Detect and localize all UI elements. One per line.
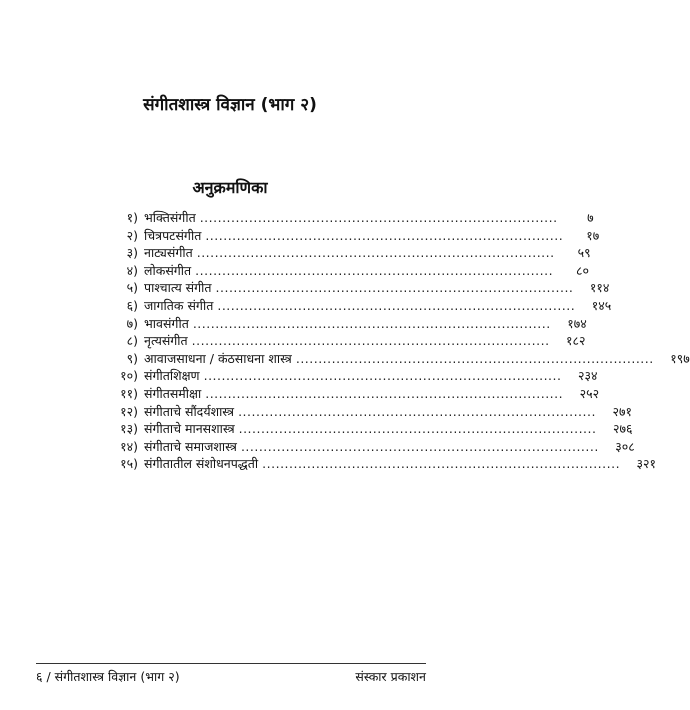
toc-entry-page: ७	[587, 210, 594, 225]
toc-entry-number: ५)	[126, 280, 138, 296]
toc-dot-leader: ................................................................................	[215, 280, 574, 296]
toc-entry-page: २७६	[612, 421, 633, 437]
toc-entry	[100, 385, 600, 403]
toc-dot-leader: ................................................................................	[217, 297, 576, 313]
toc-entry-page: २५२	[579, 385, 600, 401]
toc-entry-page: ८०	[576, 262, 590, 278]
toc-entry-title: भक्तिसंगीत	[144, 210, 196, 225]
toc-dot-leader: ................................................................................	[199, 210, 558, 225]
toc-entry-page: १७	[586, 227, 600, 243]
toc-entry-page: १९७	[670, 350, 690, 366]
toc-entry-number: १२)	[120, 403, 138, 419]
toc-entry-number: १०)	[120, 368, 138, 384]
toc-entry-title: संगीताचे सौंदर्यशास्त्र	[144, 403, 235, 419]
toc-entry	[100, 350, 690, 368]
toc-entry-title: संगीतसमीक्षा	[144, 385, 202, 401]
toc-heading: अनुक्रमणिका	[192, 178, 268, 197]
toc-entry-title: संगीतशिक्षण	[144, 368, 200, 384]
toc-entry-title: संगीताचे मानसशास्त्र	[144, 421, 235, 437]
toc-dot-leader: ................................................................................	[195, 262, 554, 278]
toc-entry-number: ८)	[126, 333, 138, 349]
toc-dot-leader: ................................................................................	[203, 368, 562, 384]
toc-entry-number: १४)	[120, 438, 138, 454]
toc-dot-leader: ................................................................................	[192, 315, 551, 331]
toc-entry	[100, 297, 612, 315]
toc-entry-title: नाट्यसंगीत	[144, 245, 193, 261]
toc-entry	[100, 227, 600, 245]
toc-dot-leader: ................................................................................	[262, 456, 621, 472]
toc-entry	[100, 279, 610, 297]
toc-entry	[100, 367, 598, 385]
toc-entry-page: ३०८	[615, 438, 635, 454]
toc-entry	[100, 315, 587, 333]
footer-divider	[36, 663, 426, 664]
toc-entry-page: १७४	[567, 315, 587, 331]
toc-entry	[100, 438, 635, 456]
toc-entry-number: १५)	[120, 456, 138, 472]
toc-entry	[100, 244, 591, 262]
toc-entry-title: लोकसंगीत	[144, 262, 192, 278]
toc-dot-leader: ................................................................................	[191, 333, 550, 349]
toc-entry-title: आवाजसाधना / कंठसाधना शास्त्र	[144, 350, 292, 366]
toc-dot-leader: ................................................................................	[205, 227, 564, 243]
toc-entry	[100, 262, 590, 280]
toc-entry-title: भावसंगीत	[144, 315, 189, 331]
toc-dot-leader: ................................................................................	[238, 421, 597, 437]
toc-entry-number: १३)	[120, 421, 138, 437]
toc-entry-page: २३४	[577, 368, 598, 384]
toc-entry-title: चित्रपटसंगीत	[144, 227, 202, 243]
toc-entry-page: ३२१	[636, 456, 657, 472]
toc-dot-leader: ................................................................................	[196, 245, 555, 261]
toc-entry-number: ३)	[126, 245, 138, 261]
toc-entry-page: ५९	[577, 245, 591, 261]
toc-entry-title: पाश्चात्य संगीत	[144, 280, 212, 296]
toc-entry-title: जागतिक संगीत	[144, 297, 214, 313]
footer-page-label: ६ / संगीतशास्त्र विज्ञान (भाग २)	[36, 669, 180, 684]
toc-entry-number: ६)	[126, 297, 138, 313]
toc-entry	[100, 209, 594, 227]
toc-entry-title: नृत्यसंगीत	[144, 333, 188, 349]
toc-entry	[100, 403, 632, 421]
toc-entry	[100, 332, 586, 350]
toc-entry-page: १८२	[566, 333, 586, 349]
toc-entry-title: संगीतातील संशोधनपद्धती	[144, 456, 259, 472]
toc-entry-page: १४५	[591, 297, 612, 313]
toc-entry-number: २)	[126, 227, 138, 243]
toc-entry-page: ११४	[589, 280, 610, 296]
toc-entry-number: ११)	[120, 385, 138, 401]
toc-entry-number: ९)	[126, 350, 138, 366]
toc-entry-title: संगीताचे समाजशास्त्र	[144, 438, 237, 454]
toc-dot-leader: ................................................................................	[295, 350, 654, 366]
toc-entry-number: १)	[126, 210, 138, 225]
toc-entry-number: ७)	[126, 315, 138, 331]
toc-entry-page: २७१	[612, 403, 632, 419]
toc-dot-leader: ................................................................................	[240, 438, 599, 454]
toc-entry	[100, 420, 633, 438]
toc-entry	[100, 455, 657, 473]
footer-publisher: संस्कार प्रकाशन	[355, 669, 426, 684]
toc-dot-leader: ................................................................................	[205, 385, 564, 401]
toc-dot-leader: ................................................................................	[238, 403, 596, 419]
toc-entry-number: ४)	[126, 262, 138, 278]
table-of-contents	[100, 209, 690, 473]
book-title: संगीतशास्त्र विज्ञान (भाग २)	[143, 95, 317, 115]
